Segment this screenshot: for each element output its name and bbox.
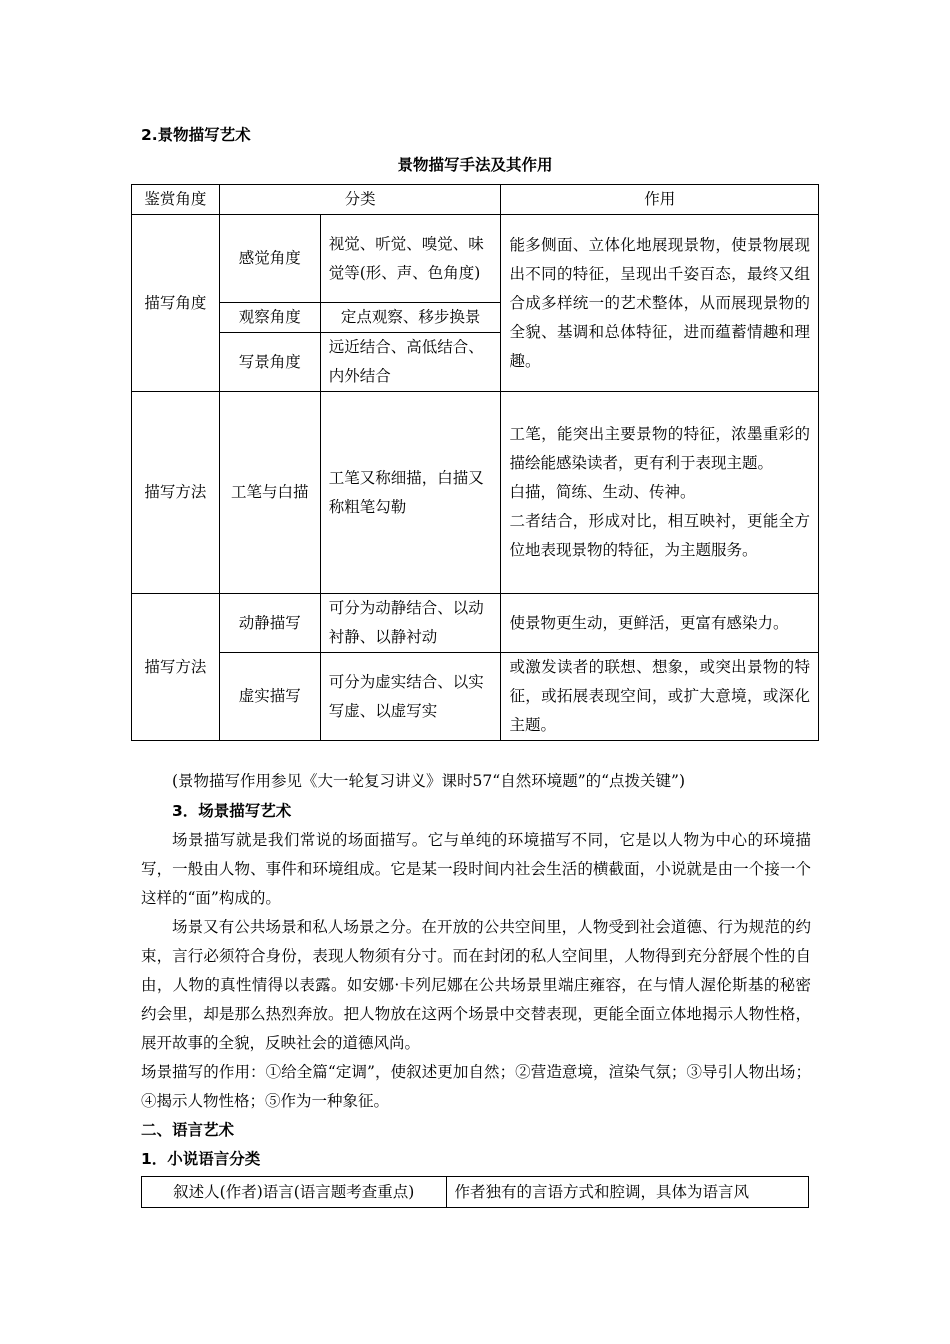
effect-gongbi-line: 工笔，能突出主要景物的特征，浓墨重彩的描绘能感染读者，更有利于表现主题。	[509, 425, 810, 472]
header-effect: 作用	[501, 185, 819, 215]
angle-method-1: 描写方法	[132, 392, 220, 594]
section-two-subtitle: 1．小说语言分类	[141, 1150, 261, 1168]
effect-angle: 能多侧面、立体化地展现景物，使景物展现出不同的特征，呈现出千姿百态，最终又组合成多样统一的艺术整体，从而展现景物的全貌、基调和总体特征，进而蕴蓄情趣和理趣。	[501, 215, 819, 392]
sub-observe: 观察角度	[219, 303, 320, 333]
detail-xushi: 可分为虚实结合、以实写虚、以虚写实	[320, 653, 501, 741]
detail-gongbi: 工笔又称细描，白描又称粗笔勾勒	[320, 392, 501, 594]
narrator-language: 叙述人(作者)语言(语言题考查重点)	[142, 1177, 447, 1208]
paragraph-1: 场景描写就是我们常说的场面描写。它与单纯的环境描写不同，它是以人物为中心的环境描写，一般由人物、事件和环境组成。它是某一段时间内社会生活的横截面，小说就是由一个接一个这样的“面”构成的。	[141, 831, 811, 907]
angle-method-2: 描写方法	[132, 594, 220, 741]
table-title: 景物描写手法及其作用	[397, 156, 553, 174]
header-angle: 鉴赏角度	[132, 185, 220, 215]
detail-dongjing: 可分为动静结合、以动衬静、以静衬动	[320, 594, 501, 653]
effect-combined-line: 二者结合，形成对比，相互映衬，更能全方位地表现景物的特征，为主题服务。	[509, 512, 810, 559]
section-two-title: 二、语言艺术	[141, 1121, 235, 1139]
effect-gongbi	[501, 392, 819, 594]
detail-observe: 定点观察、移步换景	[320, 303, 501, 333]
angle-description: 描写角度	[132, 215, 220, 392]
section3-title: 3．场景描写艺术	[172, 802, 292, 820]
reference-note: (景物描写作用参见《大一轮复习讲义》课时57“自然环境题”的“点拨关键”)	[172, 772, 686, 790]
sub-dongjing: 动静描写	[219, 594, 320, 653]
sub-xushi: 虚实描写	[219, 653, 320, 741]
effect-xushi: 或激发读者的联想、想象，或突出景物的特征，或拓展表现空间，或扩大意境，或深化主题。	[501, 653, 819, 741]
scenery-table	[131, 184, 819, 741]
detail-sense: 视觉、听觉、嗅觉、味觉等(形、声、色角度)	[320, 215, 501, 303]
effect-dongjing: 使景物更生动，更鲜活，更富有感染力。	[501, 594, 819, 653]
paragraph-2: 场景又有公共场景和私人场景之分。在开放的公共空间里，人物受到社会道德、行为规范的约束，言行必须符合身份，表现人物须有分寸。而在封闭的私人空间里，人物得到充分舒展个性的自由，人物的真性情得以表露。如安娜·卡列尼娜在公共场景里端庄雍容，在与情人渥伦斯基的秘密约会里，却是那么热烈奔放。把人物放在这两个场景中交替表现，更能全面立体地揭示人物性格，展开故事的全貌，反映社会的道德风尚。	[141, 918, 811, 1052]
narrator-language-desc: 作者独有的言语方式和腔调，具体为语言风	[446, 1177, 808, 1208]
sub-scene: 写景角度	[219, 333, 320, 392]
language-table	[141, 1176, 809, 1208]
header-category: 分类	[219, 185, 501, 215]
sub-sense: 感觉角度	[219, 215, 320, 303]
paragraph-3: 场景描写的作用：①给全篇“定调”，使叙述更加自然；②营造意境，渲染气氛；③导引人物出场；④揭示人物性格；⑤作为一种象征。	[141, 1063, 811, 1110]
effect-baimiao-line: 白描，简练、生动、传神。	[509, 483, 696, 501]
detail-scene: 远近结合、高低结合、内外结合	[320, 333, 501, 392]
section-title: 2.景物描写艺术	[141, 126, 251, 144]
sub-gongbi: 工笔与白描	[219, 392, 320, 594]
